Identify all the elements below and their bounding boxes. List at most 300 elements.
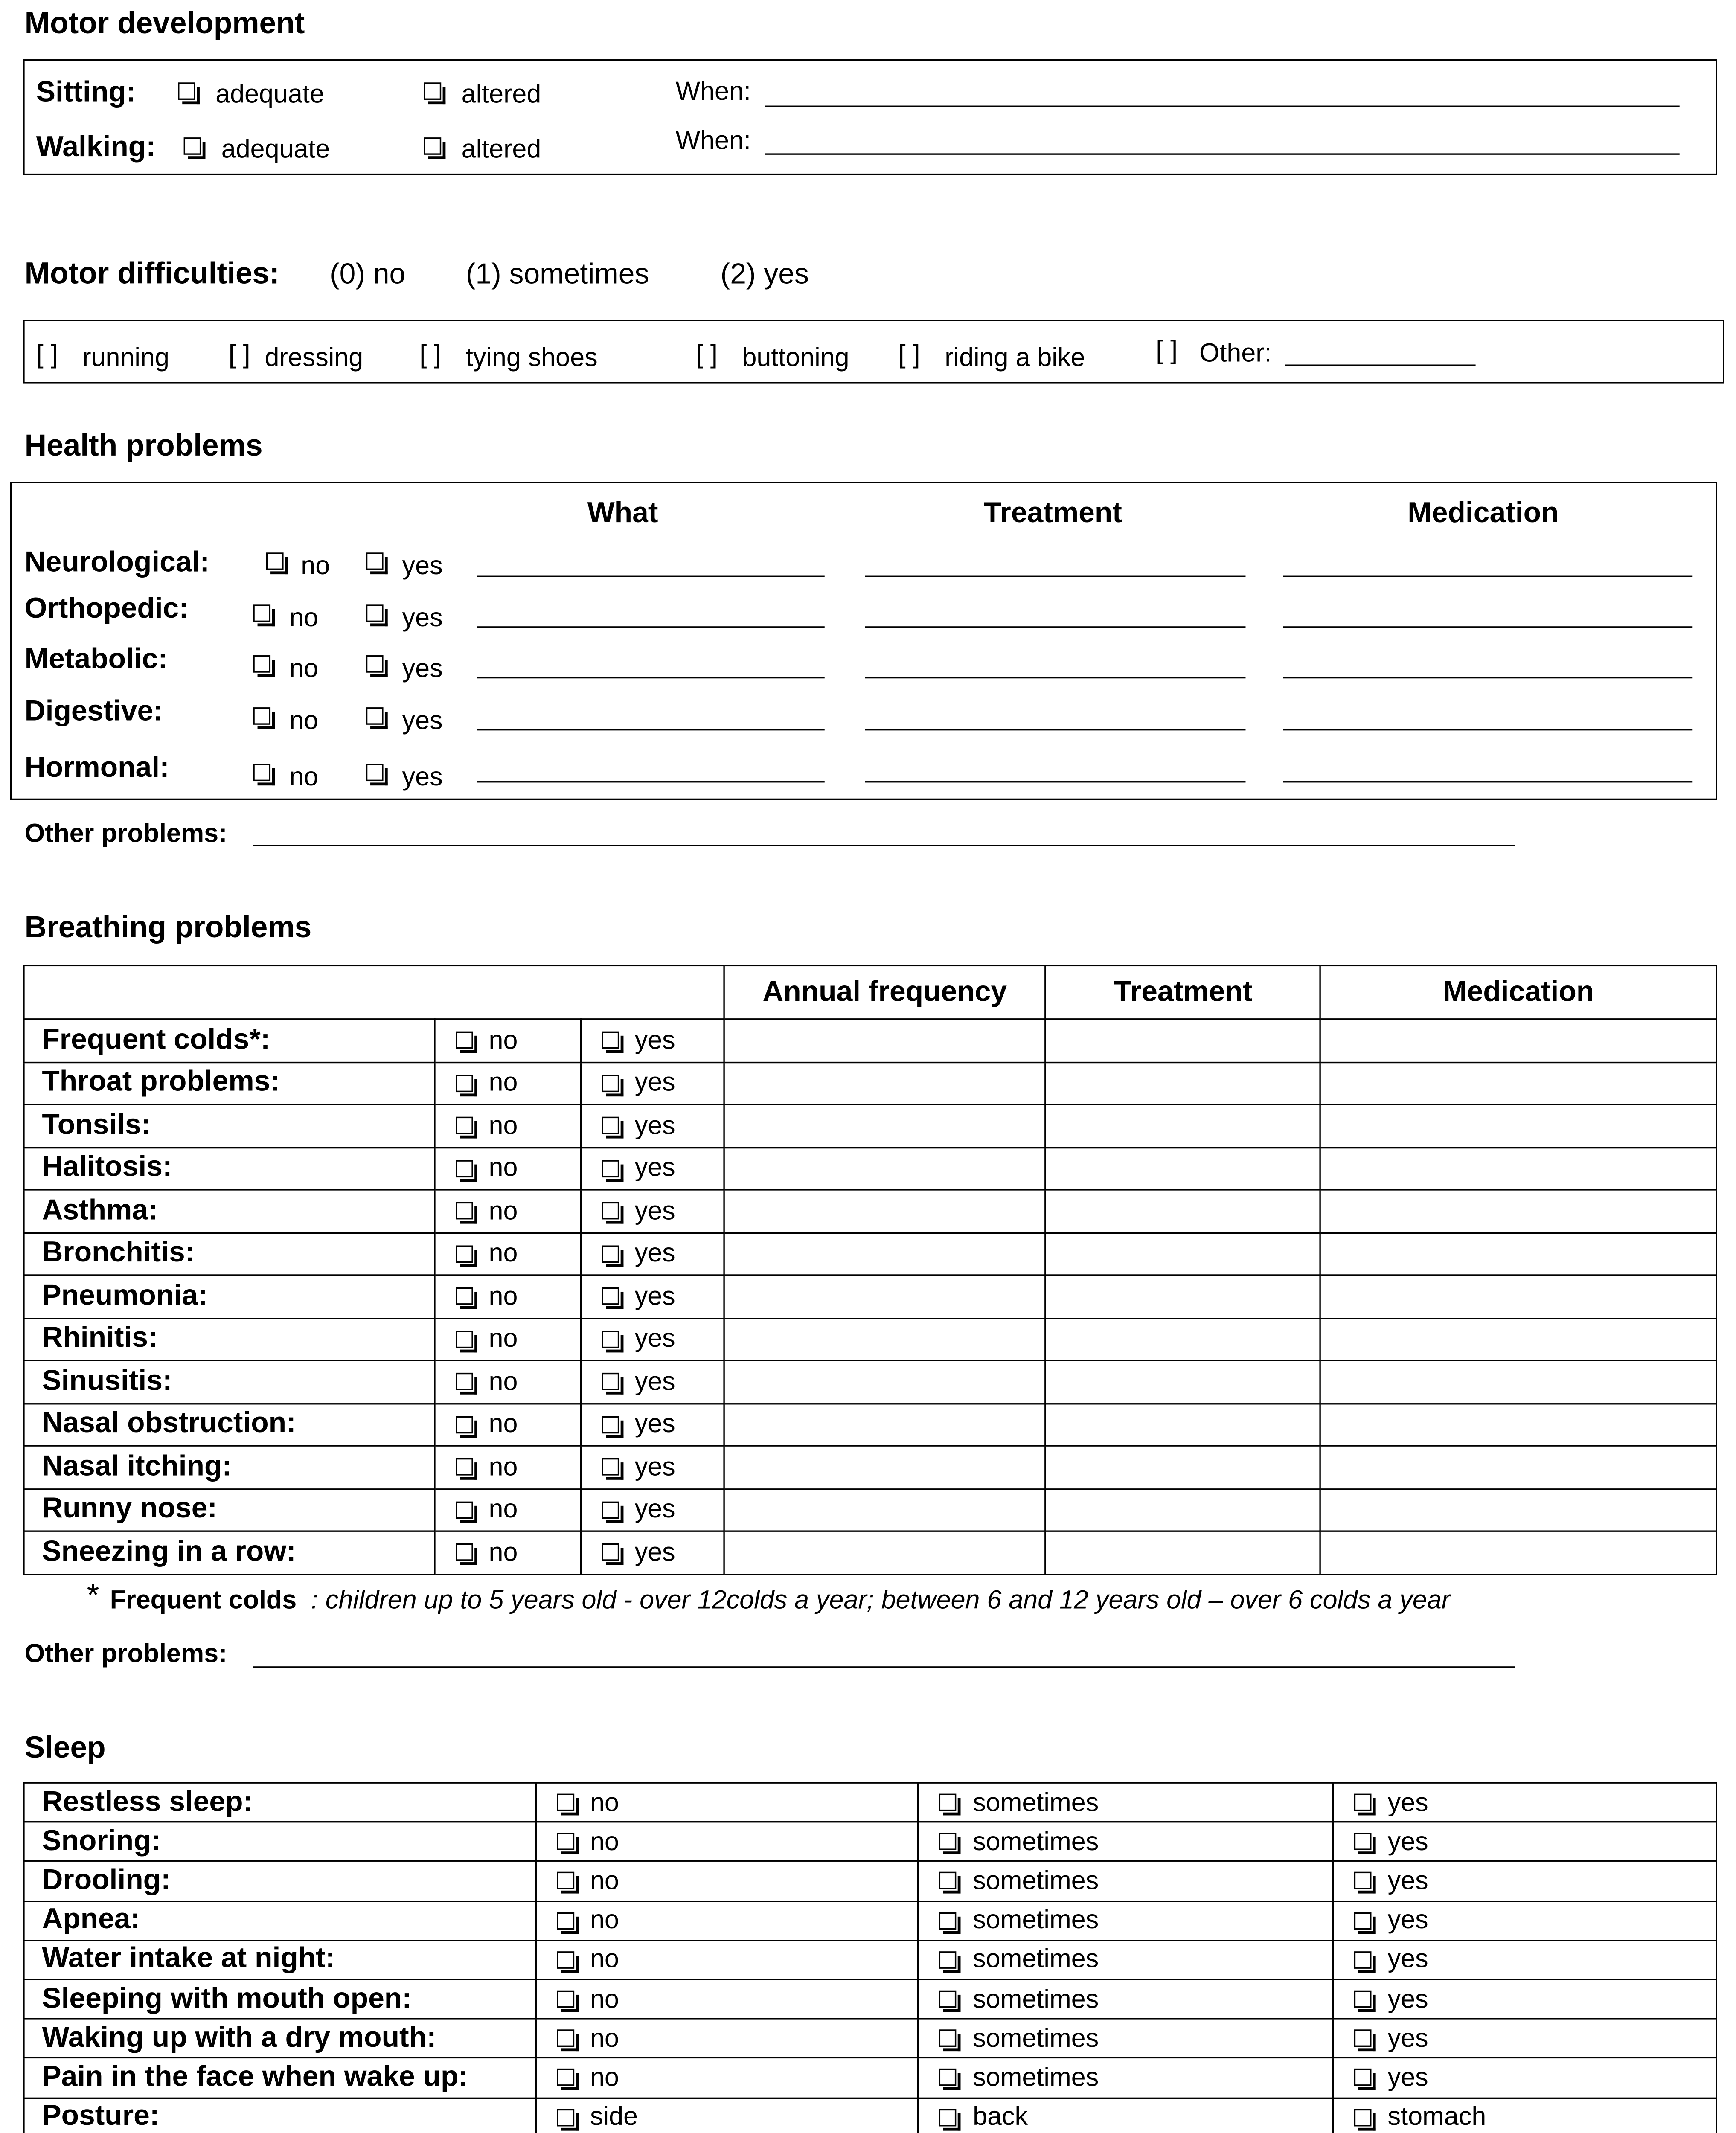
apnea-yes-label: yes [1387,1905,1428,1935]
sitting-adequate-label: adequate [215,79,324,109]
nasal-obstruction-treatment-input[interactable] [1046,1403,1320,1446]
nasal-itching-no-label: no [489,1452,518,1481]
bronchitis-yes-option [581,1234,723,1274]
sinusitis-treatment-input[interactable] [1046,1360,1320,1403]
sinusitis-yes-checkbox[interactable] [602,1373,619,1391]
nasal-obstruction-no-checkbox[interactable] [456,1416,473,1433]
rhinitis-treatment-input[interactable] [1046,1318,1320,1360]
neurological-treatment-field[interactable] [865,576,1246,577]
breathing-row-sinusitis [24,1360,1716,1403]
rhinitis-yes-label: yes [634,1324,675,1353]
runny-nose-no-label: no [489,1494,518,1524]
waking-up-with-a-dry-mouth-yes-cell [1333,2019,1716,2058]
nasal-itching-yes-cell [581,1446,724,1488]
restless-sleep-no-checkbox[interactable] [557,1794,574,1811]
sitting-when-field[interactable] [765,106,1680,107]
health-problems-box [10,482,1717,800]
sleeping-with-mouth-open-no-checkbox[interactable] [557,1991,574,2008]
hormonal-medication-field[interactable] [1283,781,1693,782]
footnote-text: : children up to 5 years old - over 12colds a year; between 6 and 12 years old – over 6 colds a year [311,1585,1451,1615]
sleeping-with-mouth-open-label: Sleeping with mouth open: [42,1982,412,2014]
halitosis-yes-option [581,1148,723,1189]
motor-development-box [23,59,1717,175]
sneezing-in-a-row-no-label: no [489,1537,518,1566]
nasal-obstruction-annual-frequency-input[interactable] [724,1403,1046,1446]
tonsils-no-checkbox[interactable] [456,1117,473,1135]
sleeping-with-mouth-open-yes-checkbox[interactable] [1355,1991,1372,2008]
sinusitis-yes-option [581,1362,723,1402]
halitosis-no-option [435,1148,580,1189]
nasal-obstruction-yes-cell [581,1403,724,1446]
posture-back-checkbox[interactable] [939,2108,957,2126]
posture-back-cell [919,2098,1333,2133]
apnea-yes-checkbox[interactable] [1355,1912,1372,1929]
metabolic-treatment-field[interactable] [865,677,1246,678]
running-score-field[interactable]: [ ] [36,340,58,369]
frequent-colds-no-cell [434,1019,580,1062]
pneumonia-yes-checkbox[interactable] [602,1288,619,1305]
pain-in-the-face-when-wake-up-no-checkbox[interactable] [557,2069,574,2087]
bronchitis-yes-checkbox[interactable] [602,1245,619,1263]
throat-problems-no-label: no [489,1068,518,1097]
water-intake-at-night-no-option [537,1941,918,1978]
sleep-row-apnea [24,1901,1716,1940]
water-intake-at-night-label: Water intake at night: [42,1943,335,1975]
pneumonia-label-cell [24,1275,434,1318]
snoring-no-option [537,1824,918,1860]
apnea-yes-cell [1333,1901,1716,1940]
nasal-obstruction-no-cell [434,1403,580,1446]
health-header-what: What [587,497,658,530]
water-intake-at-night-no-checkbox[interactable] [557,1951,574,1969]
runny-nose-label-cell [24,1488,434,1531]
bronchitis-medication-input[interactable] [1320,1232,1716,1275]
frequent-colds-label: Frequent colds*: [42,1023,270,1056]
waking-up-with-a-dry-mouth-label: Waking up with a dry mouth: [42,2022,436,2054]
sleeping-with-mouth-open-yes-option [1334,1981,1716,2017]
snoring-sometimes-checkbox[interactable] [939,1833,957,1851]
metabolic-yes-label: yes [402,654,443,683]
drooling-sometimes-option [919,1863,1333,1899]
runny-nose-medication-input[interactable] [1320,1488,1716,1531]
metabolic-no-checkbox[interactable] [253,655,270,673]
sleep-row-water-intake-at-night [24,1940,1716,1979]
throat-problems-annual-frequency-input[interactable] [724,1062,1046,1104]
sneezing-in-a-row-label-cell [24,1531,434,1574]
frequent-colds-annual-frequency-input[interactable] [724,1019,1046,1062]
orthopedic-yes-checkbox[interactable] [366,604,384,622]
sneezing-in-a-row-medication-input[interactable] [1320,1531,1716,1574]
walking-altered-label: altered [461,134,541,164]
rhinitis-no-option [435,1319,580,1360]
drooling-no-checkbox[interactable] [557,1872,574,1890]
sleeping-with-mouth-open-sometimes-checkbox[interactable] [939,1991,957,2008]
snoring-yes-label: yes [1387,1826,1428,1856]
throat-problems-medication-input[interactable] [1320,1062,1716,1104]
nasal-itching-no-cell [434,1446,580,1488]
orthopedic-no-checkbox[interactable] [253,604,270,622]
breathing-row-sneezing-in-a-row [24,1531,1716,1574]
sinusitis-annual-frequency-input[interactable] [724,1360,1046,1403]
sinusitis-no-cell [434,1360,580,1403]
breathing-row-frequent-colds [24,1019,1716,1062]
drooling-sometimes-checkbox[interactable] [939,1872,957,1890]
restless-sleep-yes-checkbox[interactable] [1355,1794,1372,1811]
runny-nose-annual-frequency-input[interactable] [724,1488,1046,1531]
sinusitis-medication-input[interactable] [1320,1360,1716,1403]
throat-problems-label-cell [24,1062,434,1104]
apnea-sometimes-label: sometimes [973,1905,1099,1935]
breathing-header-blank [24,965,724,1019]
water-intake-at-night-no-label: no [590,1944,619,1974]
posture-side-checkbox[interactable] [557,2108,574,2126]
sinusitis-label-cell [24,1360,434,1403]
snoring-label: Snoring: [42,1825,161,1857]
nasal-obstruction-medication-input[interactable] [1320,1403,1716,1446]
runny-nose-no-checkbox[interactable] [456,1501,473,1519]
halitosis-medication-input[interactable] [1320,1147,1716,1190]
bronchitis-no-checkbox[interactable] [456,1245,473,1263]
water-intake-at-night-yes-cell [1333,1940,1716,1979]
drooling-label-cell [24,1862,536,1901]
apnea-sometimes-option [919,1902,1333,1938]
throat-problems-no-checkbox[interactable] [456,1075,473,1092]
posture-stomach-checkbox[interactable] [1355,2108,1372,2126]
posture-label: Posture: [42,2100,160,2133]
nasal-obstruction-label: Nasal obstruction: [42,1408,296,1440]
buttoning-label: buttoning [742,343,849,372]
tonsils-medication-input[interactable] [1320,1104,1716,1147]
hormonal-yes-label: yes [402,762,443,791]
tonsils-yes-checkbox[interactable] [602,1117,619,1135]
orthopedic-what-field[interactable] [477,626,825,628]
halitosis-no-checkbox[interactable] [456,1160,473,1177]
walking-altered-checkbox[interactable] [424,137,442,155]
tonsils-label-cell [24,1104,434,1147]
pneumonia-medication-input[interactable] [1320,1275,1716,1318]
hormonal-no-checkbox[interactable] [253,764,270,781]
sinusitis-no-checkbox[interactable] [456,1373,473,1391]
walking-adequate-label: adequate [221,134,330,164]
hormonal-yes-checkbox[interactable] [366,764,384,781]
sleep-row-waking-up-with-a-dry-mouth [24,2019,1716,2058]
restless-sleep-sometimes-checkbox[interactable] [939,1794,957,1811]
waking-up-with-a-dry-mouth-no-checkbox[interactable] [557,2030,574,2047]
asthma-no-checkbox[interactable] [456,1203,473,1220]
runny-nose-yes-checkbox[interactable] [602,1501,619,1519]
metabolic-yes-checkbox[interactable] [366,655,384,673]
neurological-yes-label: yes [402,551,443,580]
sneezing-in-a-row-treatment-input[interactable] [1046,1531,1320,1574]
sneezing-in-a-row-no-checkbox[interactable] [456,1544,473,1561]
digestive-what-field[interactable] [477,729,825,730]
dressing-score-field[interactable]: [ ] [228,340,250,369]
orthopedic-treatment-field[interactable] [865,626,1246,628]
runny-nose-treatment-input[interactable] [1046,1488,1320,1531]
posture-side-cell [536,2098,919,2133]
snoring-no-label: no [590,1826,619,1856]
pain-in-the-face-when-wake-up-label: Pain in the face when wake up: [42,2061,468,2093]
health-other-problems-field[interactable] [253,845,1515,846]
metabolic-medication-field[interactable] [1283,677,1693,678]
sleeping-with-mouth-open-sometimes-cell [919,1979,1333,2019]
rhinitis-no-label: no [489,1324,518,1353]
breathing-problems-table [23,965,1717,1575]
restless-sleep-no-option [537,1784,918,1821]
snoring-sometimes-label: sometimes [973,1826,1099,1856]
sinusitis-no-label: no [489,1366,518,1396]
rhinitis-medication-input[interactable] [1320,1318,1716,1360]
pneumonia-annual-frequency-input[interactable] [724,1275,1046,1318]
sneezing-in-a-row-label: Sneezing in a row: [42,1536,296,1568]
rhinitis-annual-frequency-input[interactable] [724,1318,1046,1360]
bronchitis-no-option [435,1234,580,1274]
restless-sleep-yes-label: yes [1387,1787,1428,1816]
sitting-altered-label: altered [461,79,541,109]
digestive-no-checkbox[interactable] [253,707,270,725]
asthma-label: Asthma: [42,1194,158,1226]
nasal-itching-yes-option [581,1447,723,1488]
tonsils-yes-label: yes [634,1110,675,1140]
pneumonia-no-option [435,1276,580,1317]
nasal-itching-no-checkbox[interactable] [456,1459,473,1476]
sleeping-with-mouth-open-sometimes-label: sometimes [973,1984,1099,2013]
breathing-row-bronchitis [24,1232,1716,1275]
pneumonia-no-checkbox[interactable] [456,1288,473,1305]
restless-sleep-yes-option [1334,1784,1716,1821]
sneezing-in-a-row-yes-label: yes [634,1537,675,1566]
metabolic-what-field[interactable] [477,677,825,678]
water-intake-at-night-label-cell [24,1940,536,1979]
snoring-yes-checkbox[interactable] [1355,1833,1372,1851]
throat-problems-yes-option [581,1063,723,1103]
sneezing-in-a-row-yes-checkbox[interactable] [602,1544,619,1561]
breathing-row-tonsils [24,1104,1716,1147]
sleeping-with-mouth-open-no-option [537,1981,918,2017]
sleeping-with-mouth-open-sometimes-option [919,1981,1333,2017]
asthma-yes-checkbox[interactable] [602,1203,619,1220]
throat-problems-treatment-input[interactable] [1046,1062,1320,1104]
asthma-treatment-input[interactable] [1046,1190,1320,1232]
pain-in-the-face-when-wake-up-sometimes-cell [919,2058,1333,2097]
nasal-obstruction-label-cell [24,1403,434,1446]
halitosis-treatment-input[interactable] [1046,1147,1320,1190]
digestive-treatment-field[interactable] [865,729,1246,730]
neurological-no-checkbox[interactable] [266,552,284,570]
nasal-itching-yes-label: yes [634,1452,675,1481]
metabolic-no-label: no [289,654,319,683]
frequent-colds-treatment-input[interactable] [1046,1019,1320,1062]
buttoning-score-field[interactable]: [ ] [695,340,718,369]
posture-side-option [537,2099,918,2133]
orthopedic-medication-field[interactable] [1283,626,1693,628]
footnote-star: * [87,1576,99,1613]
bronchitis-annual-frequency-input[interactable] [724,1232,1046,1275]
neurological-yes-checkbox[interactable] [366,552,384,570]
water-intake-at-night-sometimes-cell [919,1940,1333,1979]
throat-problems-label: Throat problems: [42,1066,280,1098]
asthma-no-option [435,1191,580,1231]
rhinitis-yes-option [581,1319,723,1360]
pain-in-the-face-when-wake-up-yes-checkbox[interactable] [1355,2069,1372,2087]
hormonal-what-field[interactable] [477,781,825,782]
walking-label: Walking: [36,131,156,164]
tonsils-annual-frequency-input[interactable] [724,1104,1046,1147]
apnea-label-cell [24,1901,536,1940]
halitosis-yes-checkbox[interactable] [602,1160,619,1177]
frequent-colds-yes-checkbox[interactable] [602,1032,619,1049]
sleeping-with-mouth-open-no-label: no [590,1984,619,2013]
riding-bike-label: riding a bike [945,343,1085,372]
tonsils-no-cell [434,1104,580,1147]
pneumonia-yes-label: yes [634,1281,675,1311]
drooling-yes-checkbox[interactable] [1355,1872,1372,1890]
motor-difficulties-box [23,320,1724,383]
frequent-colds-medication-input[interactable] [1320,1019,1716,1062]
sneezing-in-a-row-annual-frequency-input[interactable] [724,1531,1046,1574]
frequent-colds-yes-option [581,1020,723,1061]
scale-sometimes: (1) sometimes [465,259,649,291]
rhinitis-no-checkbox[interactable] [456,1331,473,1348]
breathing-other-problems-field[interactable] [253,1666,1515,1668]
breathing-header-medication: Medication [1320,965,1716,1019]
water-intake-at-night-yes-checkbox[interactable] [1355,1951,1372,1969]
runny-nose-label: Runny nose: [42,1493,218,1525]
breathing-header-treatment: Treatment [1046,965,1320,1019]
halitosis-annual-frequency-input[interactable] [724,1147,1046,1190]
apnea-no-cell [536,1901,919,1940]
waking-up-with-a-dry-mouth-yes-checkbox[interactable] [1355,2030,1372,2047]
snoring-no-checkbox[interactable] [557,1833,574,1851]
asthma-medication-input[interactable] [1320,1190,1716,1232]
breathing-other-problems-label: Other problems: [24,1639,227,1668]
neurological-what-field[interactable] [477,576,825,577]
halitosis-label-cell [24,1147,434,1190]
apnea-no-option [537,1902,918,1938]
apnea-yes-option [1334,1902,1716,1938]
nasal-itching-treatment-input[interactable] [1046,1446,1320,1488]
snoring-sometimes-cell [919,1822,1333,1861]
tonsils-label: Tonsils: [42,1109,151,1141]
sitting-altered-checkbox[interactable] [424,82,442,100]
sleep-row-drooling [24,1862,1716,1901]
sitting-adequate-checkbox[interactable] [178,82,195,100]
apnea-no-label: no [590,1905,619,1935]
drooling-no-option [537,1863,918,1899]
asthma-yes-option [581,1191,723,1231]
water-intake-at-night-sometimes-checkbox[interactable] [939,1951,957,1969]
halitosis-label: Halitosis: [42,1151,172,1184]
rhinitis-yes-checkbox[interactable] [602,1331,619,1348]
orthopedic-label: Orthopedic: [24,593,189,625]
sneezing-in-a-row-yes-cell [581,1531,724,1574]
throat-problems-yes-checkbox[interactable] [602,1075,619,1092]
snoring-no-cell [536,1822,919,1861]
frequent-colds-yes-cell [581,1019,724,1062]
sitting-label: Sitting: [36,76,136,109]
walking-when-field[interactable] [765,153,1680,154]
rhinitis-no-cell [434,1318,580,1360]
pain-in-the-face-when-wake-up-no-cell [536,2058,919,2097]
nasal-obstruction-yes-option [581,1404,723,1445]
hormonal-treatment-field[interactable] [865,781,1246,782]
drooling-no-label: no [590,1866,619,1895]
nasal-itching-annual-frequency-input[interactable] [724,1446,1046,1488]
pain-in-the-face-when-wake-up-sometimes-checkbox[interactable] [939,2069,957,2087]
pneumonia-no-cell [434,1275,580,1318]
apnea-sometimes-cell [919,1901,1333,1940]
breathing-row-nasal-itching [24,1446,1716,1488]
other-difficulty-label: Other: [1199,338,1272,368]
digestive-medication-field[interactable] [1283,729,1693,730]
tonsils-treatment-input[interactable] [1046,1104,1320,1147]
riding-bike-score-field[interactable]: [ ] [898,340,920,369]
running-label: running [82,343,169,372]
pneumonia-treatment-input[interactable] [1046,1275,1320,1318]
sleep-row-restless-sleep [24,1783,1716,1822]
bronchitis-label-cell [24,1232,434,1275]
waking-up-with-a-dry-mouth-sometimes-checkbox[interactable] [939,2030,957,2047]
runny-nose-no-cell [434,1488,580,1531]
bronchitis-treatment-input[interactable] [1046,1232,1320,1275]
tying-shoes-score-field[interactable]: [ ] [419,340,442,369]
neurological-label: Neurological: [24,546,209,579]
pain-in-the-face-when-wake-up-no-option [537,2060,918,2096]
bronchitis-yes-cell [581,1232,724,1275]
throat-problems-yes-cell [581,1062,724,1104]
digestive-yes-checkbox[interactable] [366,707,384,725]
throat-problems-no-option [435,1063,580,1103]
sneezing-in-a-row-no-cell [434,1531,580,1574]
nasal-itching-yes-checkbox[interactable] [602,1459,619,1476]
runny-nose-no-option [435,1490,580,1530]
digestive-no-label: no [289,706,319,735]
halitosis-no-label: no [489,1153,518,1183]
footnote-bold-term: Frequent colds [110,1585,297,1615]
pain-in-the-face-when-wake-up-sometimes-label: sometimes [973,2062,1099,2092]
drooling-sometimes-cell [919,1862,1333,1901]
other-difficulty-field[interactable] [1285,364,1476,366]
section-title-motor-difficulties: Motor difficulties: [24,257,279,291]
frequent-colds-no-checkbox[interactable] [456,1032,473,1049]
nasal-itching-medication-input[interactable] [1320,1446,1716,1488]
sleep-row-snoring [24,1822,1716,1861]
nasal-obstruction-yes-checkbox[interactable] [602,1416,619,1433]
asthma-annual-frequency-input[interactable] [724,1190,1046,1232]
frequent-colds-no-option [435,1020,580,1061]
waking-up-with-a-dry-mouth-sometimes-label: sometimes [973,2023,1099,2052]
waking-up-with-a-dry-mouth-yes-label: yes [1387,2023,1428,2052]
drooling-sometimes-label: sometimes [973,1866,1099,1895]
other-score-field[interactable]: [ ] [1156,335,1178,365]
asthma-no-cell [434,1190,580,1232]
rhinitis-label-cell [24,1318,434,1360]
nasal-obstruction-no-option [435,1404,580,1445]
runny-nose-yes-label: yes [634,1494,675,1524]
sinusitis-yes-label: yes [634,1366,675,1396]
restless-sleep-no-cell [536,1783,919,1822]
apnea-sometimes-checkbox[interactable] [939,1912,957,1929]
health-other-problems-label: Other problems: [24,819,227,848]
neurological-medication-field[interactable] [1283,576,1693,577]
sneezing-in-a-row-no-option [435,1532,580,1573]
restless-sleep-sometimes-option [919,1784,1333,1821]
breathing-row-runny-nose [24,1488,1716,1531]
pain-in-the-face-when-wake-up-sometimes-option [919,2060,1333,2096]
walking-adequate-checkbox[interactable] [184,137,201,155]
sleep-table [23,1782,1717,2133]
apnea-no-checkbox[interactable] [557,1912,574,1929]
